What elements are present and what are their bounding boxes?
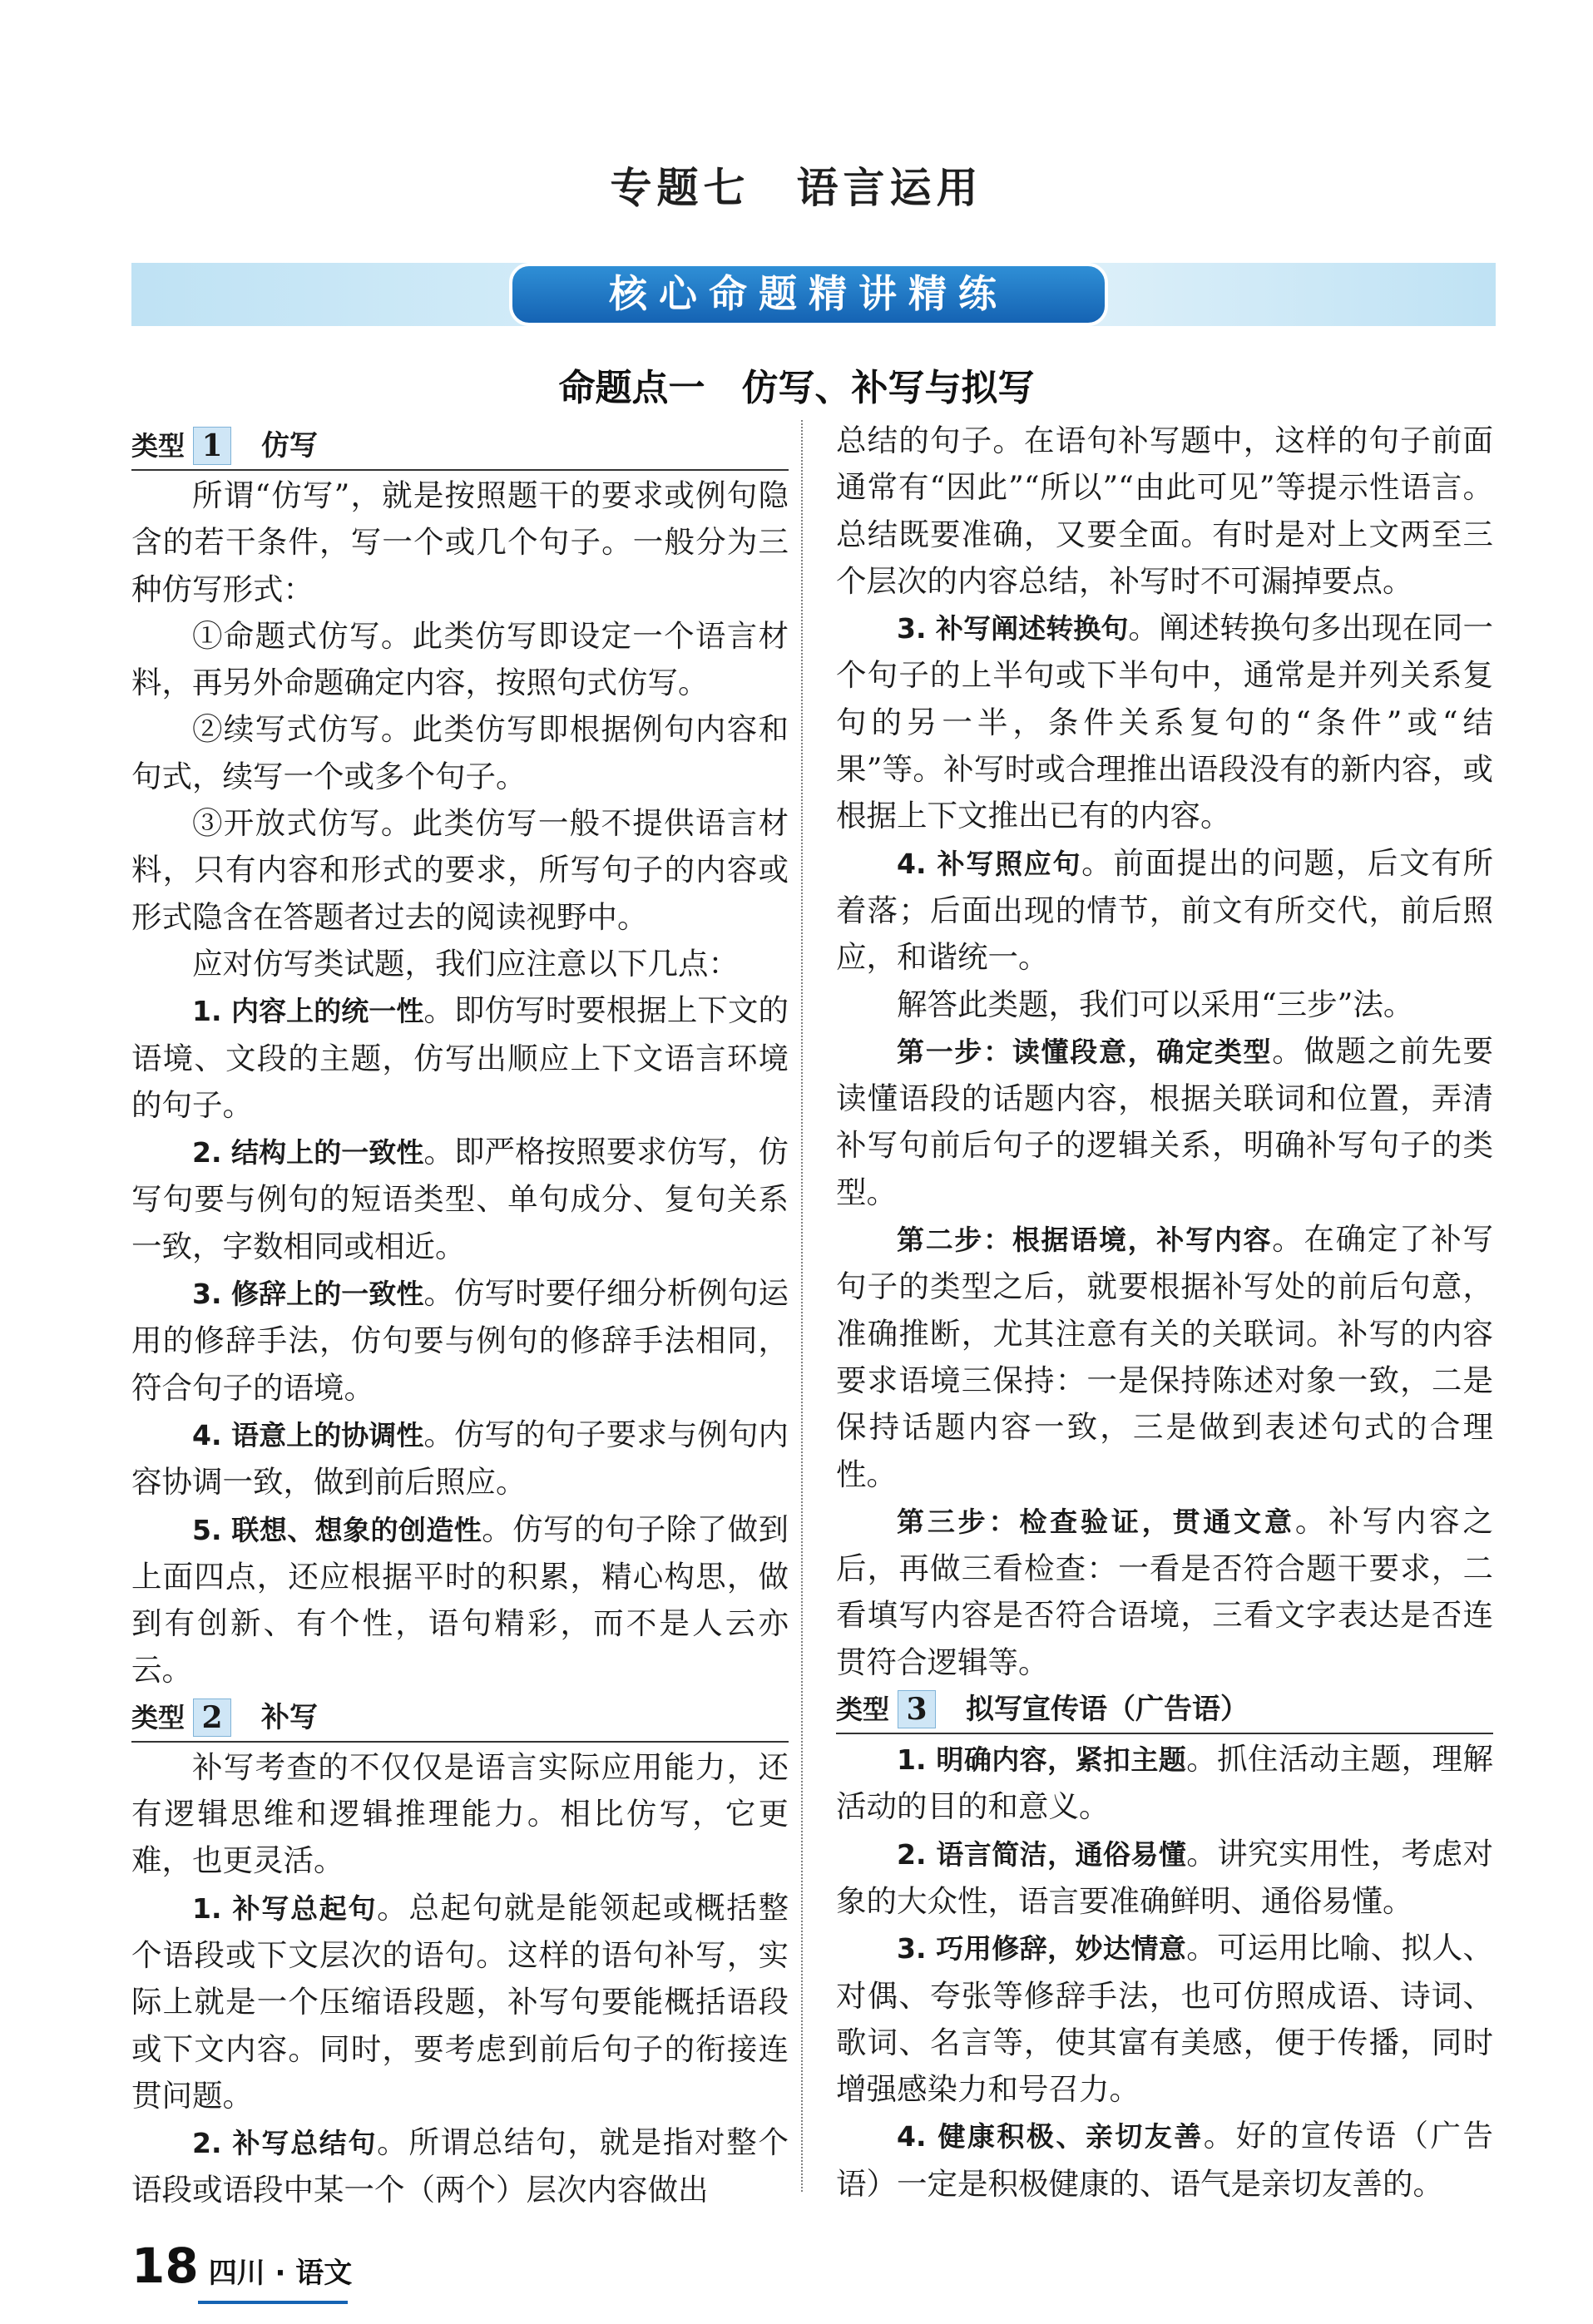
- point-heading: 4. 健康积极、亲切友善: [897, 2120, 1204, 2153]
- point-heading: 3. 修辞上的一致性: [192, 1278, 424, 1311]
- point-text: 。即仿写时要根据上下文的语境、文段的主题，仿写出顺应上下文语言环境的句子。: [131, 992, 789, 1123]
- point-heading: 3. 巧用修辞，妙达情意: [897, 1932, 1187, 1966]
- paragraph: [131, 1129, 789, 1270]
- type-2-heading: [131, 1694, 789, 1743]
- page-number: 18: [131, 2237, 199, 2294]
- paragraph: 所谓“仿写”，就是按照题干的要求或例句隐含的若干条件，写一个或几个句子。一般分为三种仿写形式：: [131, 477, 789, 607]
- type-number-badge: 2: [193, 1698, 231, 1737]
- point-heading: 第一步：读懂段意，确定类型: [897, 1035, 1273, 1068]
- point-text: 。阐述转换句多出现在同一个句子的上半句或下半句中，通常是并列关系复句的另一半，条件关系复句的“条件”或“结果”等。补写时或合理推出语段没有的新内容，或根据上下文推出已有的内容。: [836, 610, 1494, 834]
- type-number-badge: 3: [898, 1690, 936, 1728]
- point-text: 。做题之前先要读懂语段的话题内容，根据关联词和位置，弄清补写句前后句子的逻辑关系，明确补写句子的类型。: [836, 1032, 1494, 1210]
- type-label: 类型: [131, 1701, 186, 1733]
- paragraph: [131, 1270, 789, 1412]
- paragraph: [836, 605, 1493, 839]
- point-text: 。仿写的句子除了做到上面四点，还应根据平时的积累，精心构思，做到有创新、有个性，语句精彩，而不是人云亦云。: [131, 1511, 789, 1689]
- paragraph: 解答此类题，我们可以采用“三步”法。: [897, 986, 1414, 1022]
- type-label: 类型: [836, 1693, 890, 1725]
- paragraph: [836, 1831, 1493, 1926]
- column-divider: [801, 420, 803, 2192]
- paragraph: ②续写式仿写。此类仿写即根据例句内容和句式，续写一个或多个句子。: [131, 711, 789, 794]
- paragraph: [836, 1925, 1493, 2113]
- paragraph: 补写考查的不仅仅是语言实际应用能力，还有逻辑思维和逻辑推理能力。相比仿写，它更难，也更灵活。: [131, 1748, 789, 1879]
- paragraph: [131, 1506, 789, 1694]
- paragraph: [836, 1498, 1493, 1686]
- page-footer: [131, 2237, 352, 2294]
- paragraph: 总结的句子。在语句补写题中，这样的句子前面通常有“因此”“所以”“由此可见”等提示性语言。总结既要准确，又要全面。有时是对上文两至三个层次的内容总结，补写时不可漏掉要点。: [836, 423, 1493, 599]
- paragraph: [131, 987, 789, 1129]
- page-title: 专题七 语言运用: [610, 164, 983, 212]
- type-3-heading: [836, 1686, 1493, 1734]
- left-column: [131, 423, 789, 2214]
- book-subject: 四川 · 语文: [208, 2257, 353, 2290]
- point-heading: 1. 内容上的统一性: [192, 995, 424, 1028]
- point-heading: 2. 语言简洁，通俗易懂: [897, 1837, 1187, 1871]
- point-text: 。补写内容之后，再做三看检查：一看是否符合题干要求，二看填写内容是否符合语境，三看文字表达是否连贯符合逻辑等。: [836, 1502, 1494, 1680]
- type-label: 类型: [131, 429, 186, 462]
- point-heading: 1. 补写总起句: [192, 1891, 378, 1925]
- paragraph: [836, 840, 1493, 982]
- point-text: 。所谓总结句，就是指对整个语段或语段中某一个（两个）层次内容做出: [131, 2124, 789, 2208]
- paragraph: [131, 1412, 789, 1506]
- type-name: 拟写宣传语（广告语）: [966, 1692, 1249, 1726]
- paragraph: [836, 2113, 1493, 2208]
- right-column: [836, 418, 1493, 2208]
- paragraph: [131, 1885, 789, 2119]
- point-heading: 2. 补写总结句: [192, 2127, 378, 2160]
- paragraph: ③开放式仿写。此类仿写一般不提供语言材料，只有内容和形式的要求，所写句子的内容或形式隐含在答题者过去的阅读视野中。: [131, 805, 789, 935]
- paragraph: [836, 1736, 1493, 1831]
- type-name: 仿写: [261, 428, 319, 462]
- point-heading: 第三步：检查验证，贯通文意: [897, 1505, 1295, 1538]
- point-text: 。仿写时要仔细分析例句运用的修辞手法，仿句要与例句的修辞手法相同，符合句子的语境。: [131, 1275, 789, 1406]
- point-text: 。讲究实用性，考虑对象的大众性，语言要准确鲜明、通俗易懂。: [836, 1835, 1493, 1919]
- banner-title: 核心命题精讲精练: [509, 263, 1108, 326]
- point-text: 。总起句就是能领起或概括整个语段或下文层次的语句。这样的语句补写，实际上就是一个压缩语段题，补写句要能概括语段或下文内容。同时，要考虑到前后句子的衔接连贯问题。: [131, 1889, 789, 2114]
- point-text: 。在确定了补写句子的类型之后，就要根据补写处的前后句意，准确推断，尤其注意有关的关联词。补写的内容要求语境三保持：一是保持陈述对象一致，二是保持话题内容一致，三是做到表述句式的合理性。: [836, 1221, 1494, 1492]
- point-text: 。抓住活动主题，理解活动的目的和意义。: [836, 1741, 1493, 1825]
- point-text: 。好的宣传语（广告语）一定是积极健康的、语气是亲切友善的。: [836, 2118, 1493, 2202]
- point-heading: 5. 联想、想象的创造性: [192, 1513, 482, 1546]
- point-heading: 2. 结构上的一致性: [192, 1136, 424, 1169]
- point-heading: 4. 补写照应句: [897, 847, 1082, 880]
- paragraph: [836, 1028, 1493, 1216]
- type-name: 补写: [261, 1700, 319, 1734]
- paragraph: [131, 2119, 789, 2214]
- point-heading: 第二步：根据语境，补写内容: [897, 1224, 1273, 1257]
- paragraph: 应对仿写类试题，我们应注意以下几点：: [192, 945, 739, 982]
- footer-underline: [198, 2301, 348, 2304]
- type-1-heading: [131, 423, 789, 471]
- point-heading: 4. 语意上的协调性: [192, 1418, 424, 1451]
- paragraph: [836, 1216, 1493, 1498]
- type-number-badge: 1: [193, 427, 231, 465]
- paragraph: ①命题式仿写。此类仿写即设定一个语言材料，再另外命题确定内容，按照句式仿写。: [131, 617, 789, 701]
- point-text: 。前面提出的问题，后文有所着落；后面出现的情节，前文有所交代，前后照应，和谐统一。: [836, 844, 1493, 976]
- point-text: 。仿写的句子要求与例句内容协调一致，做到前后照应。: [131, 1416, 789, 1501]
- point-heading: 1. 明确内容，紧扣主题: [897, 1743, 1187, 1777]
- point-text: 。可运用比喻、拟人、对偶、夸张等修辞手法，也可仿照成语、诗词、歌词、名言等，使其富有美感，便于传播，同时增强感染力和号召力。: [836, 1930, 1493, 2108]
- point-heading: 3. 补写阐述转换句: [897, 612, 1129, 645]
- section-title: 命题点一 仿写、补写与拟写: [558, 367, 1035, 409]
- point-text: 。即严格按照要求仿写，仿写句要与例句的短语类型、单句成分、复句关系一致，字数相同或相近。: [131, 1134, 789, 1264]
